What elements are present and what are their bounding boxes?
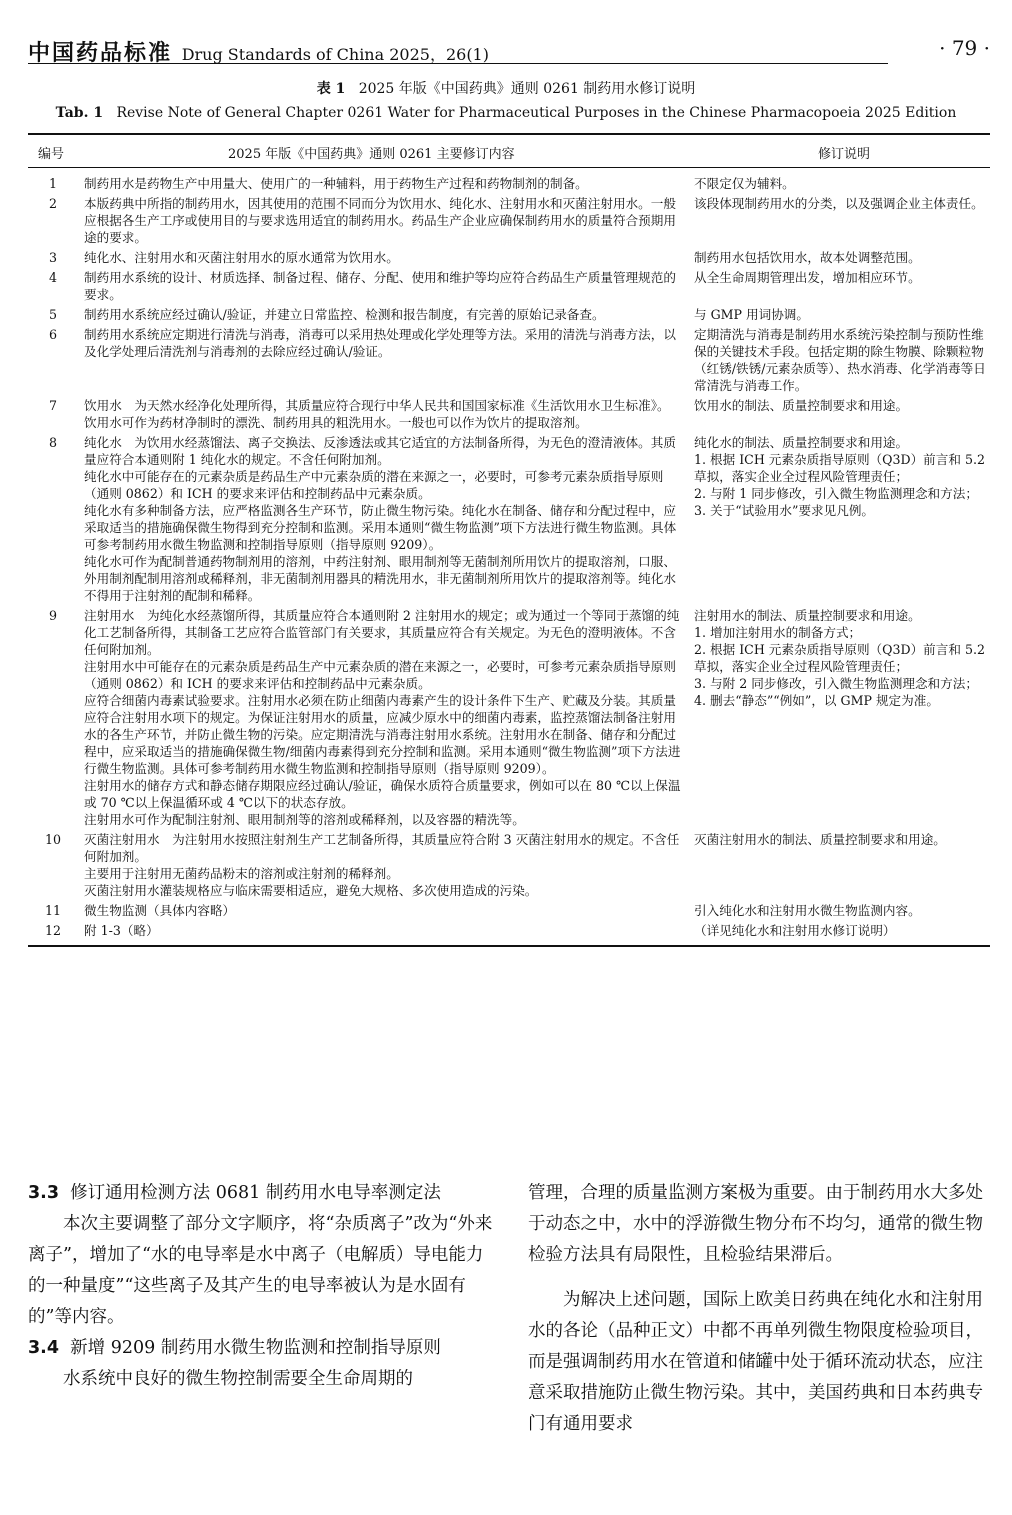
revision-table xyxy=(28,133,990,947)
page-number: · 79 · xyxy=(939,36,990,60)
header-rule xyxy=(28,63,888,64)
table-title-en: Tab. 1 Revise Note of General Chapter 0261 Water for Pharmaceutical Purposes in the Chinese Pharmacopoeia 2025 Edition xyxy=(55,105,957,121)
journal-title-en: Drug Standards of China 2025，26(1) xyxy=(181,45,489,64)
row-content xyxy=(84,922,684,939)
content-paragraph: 主要用于注射用无菌药品粉末的溶剂或注射剂的稀释剂。 xyxy=(84,866,399,881)
content-paragraph: 微生物监测（具体内容略） xyxy=(84,903,236,918)
content-paragraph: 注射用水中可能存在的元素杂质是药品生产中元素杂质的潜在来源之一，必要时，可参考元素杂质指导原则（通则 0862）和 ICH 的要求来评估和控制药品中元素杂质。 xyxy=(84,659,676,691)
header-content: 2025 年版《中国药典》通则 0261 主要修订内容 xyxy=(228,147,515,162)
table-body xyxy=(28,168,990,947)
note-line: 定期清洗与消毒是制药用水系统污染控制与预防性维保的关键技术手段。包括定期的除生物膜、除颗粒物（红锈/铁锈/元素杂质等）、热水消毒、化学消毒等日常清洗与消毒工作。 xyxy=(694,327,986,393)
row-content xyxy=(84,249,684,266)
note-line: 2. 根据 ICH 元素杂质指导原则（Q3D）前言和 5.2 草拟，落实企业全过程风险管理责任； xyxy=(694,642,985,674)
paragraph: 管理，合理的质量监测方案极为重要。由于制药用水大多处于动态之中，水中的浮游微生物分布不均匀，通常的微生物检验方法具有局限性，且检验结果滞后。 xyxy=(528,1183,983,1265)
row-note xyxy=(694,195,994,246)
row-number: 1 xyxy=(48,176,57,191)
paragraph: 水系统中良好的微生物控制需要全生命周期的 xyxy=(63,1369,413,1389)
row-number: 5 xyxy=(48,307,57,322)
content-paragraph: 灭菌注射用水 为注射用水按照注射剂生产工艺制备所得，其质量应符合附 3 灭菌注射用水的规定。不含任何附加剂。 xyxy=(84,832,680,864)
section-3-4-heading: 3.4 新增 9209 制药用水微生物监测和控制指导原则 xyxy=(28,1338,441,1358)
row-number: 4 xyxy=(48,270,57,285)
note-line: 该段体现制药用水的分类，以及强调企业主体责任。 xyxy=(694,196,984,211)
table-row xyxy=(28,195,990,246)
note-line: 引入纯化水和注射用水微生物监测内容。 xyxy=(694,903,921,918)
content-paragraph: 制药用水系统应经过确认/验证，并建立日常监控、检测和报告制度，有完善的原始记录备查。 xyxy=(84,307,605,322)
table-row xyxy=(28,922,990,939)
table-row xyxy=(28,831,990,899)
content-paragraph: 制药用水系统应定期进行清洗与消毒，消毒可以采用热处理或化学处理等方法。采用的清洗与消毒方法，以及化学处理后清洗剂与消毒剂的去除应经过确认/验证。 xyxy=(84,327,676,359)
content-paragraph: 应符合细菌内毒素试验要求。注射用水必须在防止细菌内毒素产生的设计条件下生产、贮藏及分装。其质量应符合注射用水项下的规定。为保证注射用水的质量，应减少原水中的细菌内毒素，监控蒸馏法制备注射用水的各生产环节，并防止微生物的污染。应定期清洗与消毒注射用水系统。注射用水在制备、储存和分配过程中，应采取适当的措施确保微生物/细菌内毒素得到充分控制和监测。采用本通则“微生物监测”项下方法进行微生物监测。具体可参考制药用水微生物监测和控制指导原则（指导原则 9209）。 xyxy=(84,693,681,776)
paragraph: 为解决上述问题，国际上欧美日药典在纯化水和注射用水的各论（品种正文）中都不再单列微生物限度检验项目，而是强调制药用水在管道和储罐中处于循环流动状态，应注意采取措施防止微生物污染。其中，美国药典和日本药典专门有通用要求 xyxy=(528,1290,983,1434)
table-row xyxy=(28,397,990,431)
section-3-3-heading: 3.3 修订通用检测方法 0681 制药用水电导率测定法 xyxy=(28,1183,441,1203)
content-paragraph: 纯化水、注射用水和灭菌注射用水的原水通常为饮用水。 xyxy=(84,250,399,265)
note-line: 4. 删去“静态”“例如”，以 GMP 规定为准。 xyxy=(694,693,939,708)
content-paragraph: 灭菌注射用水灌装规格应与临床需要相适应，避免大规格、多次使用造成的污染。 xyxy=(84,883,538,898)
content-paragraph: 饮用水 为天然水经净化处理所得，其质量应符合现行中华人民共和国国家标准《生活饮用水卫生标准》。 xyxy=(84,398,670,413)
row-note xyxy=(694,607,994,828)
note-line: 3. 与附 2 同步修改，引入微生物监测理念和方法； xyxy=(694,676,978,691)
row-content xyxy=(84,434,684,604)
journal-title: 中国药品标准 Drug Standards of China 2025，26(1) xyxy=(28,40,489,66)
content-paragraph: 纯化水有多种制备方法，应严格监测各生产环节，防止微生物污染。纯化水在制备、储存和分配过程中，应采取适当的措施确保微生物得到充分控制和监测。采用本通则“微生物监测”项下方法进行微生物监测。具体可参考制药用水微生物监测和控制指导原则（指导原则 9209）。 xyxy=(84,503,677,552)
row-number: 3 xyxy=(48,250,57,265)
table-row xyxy=(28,434,990,604)
row-note xyxy=(694,269,994,303)
row-number: 8 xyxy=(48,435,57,450)
content-paragraph: 纯化水中可能存在的元素杂质是药品生产中元素杂质的潜在来源之一，必要时，可参考元素杂质指导原则（通则 0862）和 ICH 的要求来评估和控制药品中元素杂质。 xyxy=(84,469,664,501)
note-line: 1. 根据 ICH 元素杂质指导原则（Q3D）前言和 5.2 草拟，落实企业全过程风险管理责任； xyxy=(694,452,985,484)
row-number: 12 xyxy=(44,923,62,938)
row-content xyxy=(84,175,684,192)
note-line: 制药用水包括饮用水，故本处调整范围。 xyxy=(694,250,921,265)
row-note xyxy=(694,831,994,899)
content-paragraph: 纯化水 为饮用水经蒸馏法、离子交换法、反渗透法或其它适宜的方法制备所得，为无色的澄清液体。其质量应符合本通则附 1 纯化水的规定。不含任何附加剂。 xyxy=(84,435,676,467)
row-content xyxy=(84,902,684,919)
row-content xyxy=(84,607,684,828)
row-note xyxy=(694,397,994,431)
content-paragraph: 注射用水的储存方式和静态储存期限应经过确认/验证，确保水质符合质量要求，例如可以在 80 ℃以上保温或 70 ℃以上保温循环或 4 ℃以下的状态存放。 xyxy=(84,778,681,810)
note-line: 纯化水的制法、质量控制要求和用途。 xyxy=(694,435,909,450)
left-column xyxy=(28,1178,493,1395)
row-content xyxy=(84,269,684,303)
table-header xyxy=(28,133,990,168)
row-content xyxy=(84,195,684,246)
content-paragraph: 附 1-3（略） xyxy=(84,923,159,938)
note-line: 从全生命周期管理出发，增加相应环节。 xyxy=(694,270,921,285)
content-paragraph: 饮用水可作为药材净制时的漂洗、制药用具的粗洗用水。一般也可以作为饮片的提取溶剂。 xyxy=(84,415,588,430)
header-note: 修订说明 xyxy=(818,147,871,162)
row-number: 6 xyxy=(48,327,57,342)
right-column xyxy=(528,1178,993,1440)
table-row xyxy=(28,269,990,303)
table-row xyxy=(28,607,990,828)
header-number: 编号 xyxy=(38,147,65,162)
note-line: 1. 增加注射用水的制备方式； xyxy=(694,625,862,640)
table-row xyxy=(28,902,990,919)
content-paragraph: 注射用水可作为配制注射剂、眼用制剂等的溶剂或稀释剂，以及容器的精洗等。 xyxy=(84,812,525,827)
row-note xyxy=(694,249,994,266)
row-content xyxy=(84,326,684,394)
row-number: 7 xyxy=(48,398,57,413)
row-number: 10 xyxy=(44,832,62,847)
table-title-cn: 表 1 2025 年版《中国药典》通则 0261 制药用水修订说明 xyxy=(316,81,696,97)
journal-header xyxy=(28,36,990,66)
paragraph: 本次主要调整了部分文字顺序，将“杂质离子”改为“外来离子”，增加了“水的电导率是水中离子（电解质）导电能力的一种量度”“这些离子及其产生的电导率被认为是水固有的”等内容。 xyxy=(28,1214,493,1327)
row-number: 11 xyxy=(44,903,62,918)
table-row xyxy=(28,175,990,192)
content-paragraph: 注射用水 为纯化水经蒸馏所得，其质量应符合本通则附 2 注射用水的规定；或为通过一个等同于蒸馏的纯化工艺制备所得，其制备工艺应符合监管部门有关要求，其质量应符合有关规定。为无色的澄明液体。不含任何附加剂。 xyxy=(84,608,680,657)
row-number: 9 xyxy=(48,608,57,623)
note-line: （详见纯化水和注射用水修订说明） xyxy=(694,923,896,938)
note-line: 3. 关于“试验用水”要求见凡例。 xyxy=(694,503,875,518)
note-line: 不限定仅为辅料。 xyxy=(694,176,795,191)
content-paragraph: 纯化水可作为配制普通药物制剂用的溶剂，中药注射剂、眼用制剂等无菌制剂所用饮片的提取溶剂，口服、外用制剂配制用溶剂或稀释剂，非无菌制剂用器具的精洗用水，非无菌制剂所用饮片的提取溶剂等。纯化水不得用于注射剂的配制和稀释。 xyxy=(84,554,676,603)
note-line: 2. 与附 1 同步修改，引入微生物监测理念和方法； xyxy=(694,486,978,501)
row-note xyxy=(694,175,994,192)
row-content xyxy=(84,397,684,431)
table-row xyxy=(28,326,990,394)
row-content xyxy=(84,306,684,323)
row-note xyxy=(694,902,994,919)
row-content xyxy=(84,831,684,899)
content-paragraph: 制药用水系统的设计、材质选择、制备过程、储存、分配、使用和维护等均应符合药品生产质量管理规范的要求。 xyxy=(84,270,676,302)
note-line: 与 GMP 用词协调。 xyxy=(694,307,809,322)
note-line: 饮用水的制法、质量控制要求和用途。 xyxy=(694,398,909,413)
row-number: 2 xyxy=(48,196,57,211)
content-paragraph: 本版药典中所指的制药用水，因其使用的范围不同而分为饮用水、纯化水、注射用水和灭菌注射用水。一般应根据各生产工序或使用目的与要求选用适宜的制药用水。药品生产企业应确保制药用水的质量符合预期用途的要求。 xyxy=(84,196,676,245)
row-note xyxy=(694,326,994,394)
row-note xyxy=(694,922,994,939)
row-note xyxy=(694,306,994,323)
content-paragraph: 制药用水是药物生产中用量大、使用广的一种辅料，用于药物生产过程和药物制剂的制备。 xyxy=(84,176,588,191)
note-line: 注射用水的制法、质量控制要求和用途。 xyxy=(694,608,921,623)
note-line: 灭菌注射用水的制法、质量控制要求和用途。 xyxy=(694,832,946,847)
table-row xyxy=(28,306,990,323)
table-row xyxy=(28,249,990,266)
row-note xyxy=(694,434,994,604)
